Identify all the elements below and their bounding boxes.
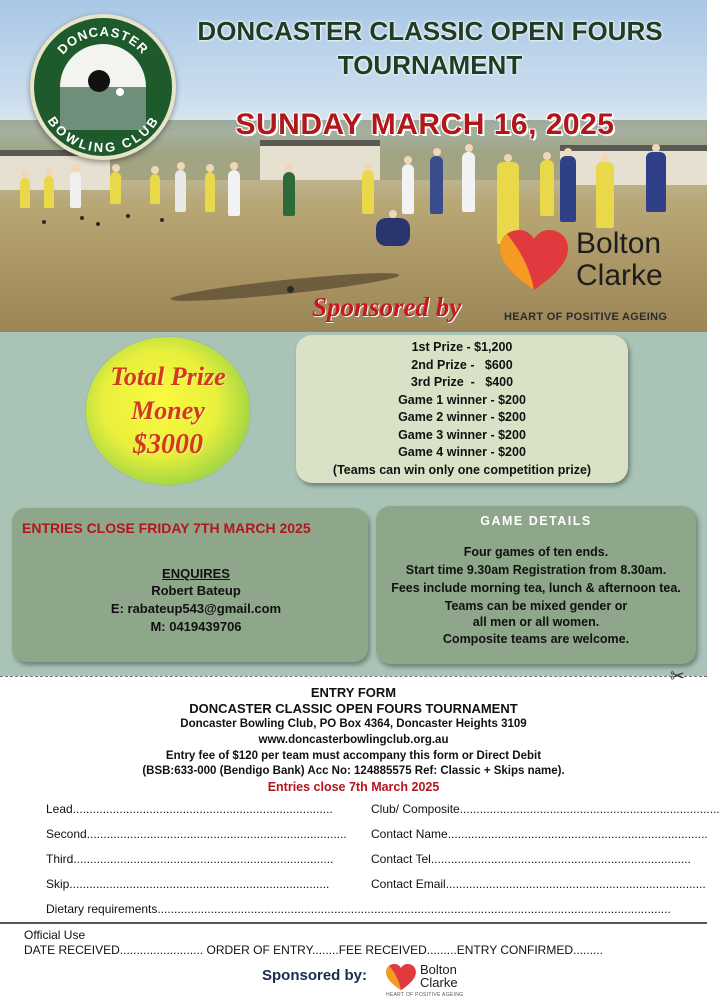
player-figure xyxy=(228,170,240,216)
prize-item: Game 2 winner - $200 xyxy=(398,410,526,424)
player-figure xyxy=(646,152,666,212)
game-detail-line: all men or all women. xyxy=(472,615,600,629)
sponsor-name-line2: Clarke xyxy=(576,259,663,292)
footer-sponsor-name xyxy=(420,963,458,989)
prize-badge-line1: Total Prize xyxy=(110,362,226,391)
event-title-line1: DONCASTER CLASSIC OPEN FOURS xyxy=(197,16,663,46)
lead-label: Lead xyxy=(46,802,73,816)
player-figure xyxy=(462,152,475,212)
footer-sponsor-line2: Clarke xyxy=(420,975,458,990)
player-figure xyxy=(540,160,554,216)
svg-text:BOWLING CLUB xyxy=(45,114,162,156)
contact-tel-field[interactable]: Contact Tel.............................................................................. xyxy=(371,852,691,866)
contact-email-field[interactable]: Contact Email.............................................................................. xyxy=(371,877,706,891)
third-field[interactable]: Third.............................................................................. xyxy=(46,852,334,866)
event-date: SUNDAY MARCH 16, 2025 xyxy=(235,108,615,141)
entry-form-event: DONCASTER CLASSIC OPEN FOURS TOURNAMENT xyxy=(189,701,518,716)
contact-email: E: rabateup543@gmail.com xyxy=(110,601,282,616)
contact-email-label: Contact Email xyxy=(371,877,446,891)
player-figure xyxy=(20,178,30,208)
game-detail-line: Four games of ten ends. xyxy=(463,545,609,559)
entry-form-heading: ENTRY FORM xyxy=(310,685,397,700)
club-logo-top-text: DONCASTER xyxy=(54,23,152,58)
prize-item: Game 3 winner - $200 xyxy=(398,427,526,442)
game-detail-line: Composite teams are welcome. xyxy=(442,632,630,646)
contact-name-field[interactable]: Contact Name.............................................................................. xyxy=(371,827,708,841)
club-logo-bottom-text: BOWLING CLUB xyxy=(44,113,162,156)
second-label: Second xyxy=(46,827,87,841)
prize-item: 2nd Prize - $600 xyxy=(411,357,513,372)
third-label: Third xyxy=(46,852,74,866)
prize-item: Game 4 winner - $200 xyxy=(398,445,526,459)
contact-mobile: M: 0419439706 xyxy=(150,619,242,634)
skip-field[interactable]: Skip.............................................................................. xyxy=(46,877,330,891)
contact-name: Robert Bateup xyxy=(151,583,241,598)
player-figure xyxy=(44,176,54,208)
sponsor-heart-icon xyxy=(500,230,568,294)
contact-tel-label: Contact Tel xyxy=(371,852,431,866)
prize-item: 3rd Prize - $400 xyxy=(410,375,514,389)
player-figure xyxy=(70,172,81,208)
player-figure xyxy=(283,172,295,216)
sponsor-name-line1: Bolton xyxy=(576,227,662,260)
entry-form-fee: Entry fee of $120 per team must accompany this form or Direct Debit xyxy=(165,750,542,762)
prize-badge-amount: $3000 xyxy=(133,429,203,460)
entry-form-address: Doncaster Bowling Club, PO Box 4364, Doncaster Heights 3109 xyxy=(180,718,527,730)
sponsor-logo xyxy=(500,226,690,298)
enquiries-heading: ENQUIRES xyxy=(162,566,230,581)
second-field[interactable]: Second.............................................................................. xyxy=(46,827,347,841)
scissors-icon: ✂ xyxy=(670,666,686,686)
sponsored-by-heading: Sponsored by xyxy=(312,292,462,322)
lead-field[interactable]: Lead.............................................................................. xyxy=(46,802,333,816)
footer-heart-icon xyxy=(386,964,416,992)
sponsor-name xyxy=(576,228,663,292)
player-figure xyxy=(402,164,414,214)
event-title-line2: TOURNAMENT xyxy=(337,50,523,80)
entries-close-notice: ENTRIES CLOSE FRIDAY 7TH MARCH 2025 xyxy=(22,520,311,536)
footer-sponsor-logo xyxy=(386,962,496,996)
player-figure xyxy=(175,170,186,212)
player-figure xyxy=(430,156,443,214)
footer-sponsor-line1: Bolton xyxy=(420,962,457,977)
skip-label: Skip xyxy=(46,877,70,891)
game-detail-line: Fees include morning tea, lunch & afternoon tea. xyxy=(391,581,681,595)
club-logo-text xyxy=(34,18,172,156)
game-detail-line: Start time 9.30am Registration from 8.30am. xyxy=(405,563,667,577)
prize-badge-line2: Money xyxy=(131,396,205,425)
game-details-heading: GAME DETAILS xyxy=(480,514,592,528)
club-composite-field[interactable]: Club/ Composite.............................................................................. xyxy=(371,802,720,816)
entry-form-bank-details: (BSB:633-000 (Bendigo Bank) Acc No: 124885575 Ref: Classic + Skips name). xyxy=(142,765,565,777)
official-use-divider xyxy=(0,922,707,924)
game-detail-line: Teams can be mixed gender or xyxy=(444,599,628,613)
player-figure xyxy=(362,170,374,214)
svg-text:DONCASTER xyxy=(54,24,151,57)
player-figure xyxy=(205,172,215,212)
prize-item: Game 1 winner - $200 xyxy=(398,392,526,407)
dietary-label: Dietary requirements xyxy=(46,902,158,916)
player-figure xyxy=(110,172,121,204)
player-figure xyxy=(150,174,160,204)
footer-sponsor-tagline: HEART OF POSITIVE AGEING xyxy=(386,992,464,998)
prize-item: 1st Prize - $1,200 xyxy=(411,340,513,354)
player-figure xyxy=(596,162,614,228)
cut-line xyxy=(0,676,707,677)
bowler-figure xyxy=(376,218,410,246)
prize-note: (Teams can win only one competition prize) xyxy=(332,462,592,477)
contact-name-label: Contact Name xyxy=(371,827,448,841)
footer-sponsored-by: Sponsored by: xyxy=(262,967,368,984)
prize-badge-text xyxy=(86,360,250,462)
official-use-heading: Official Use xyxy=(24,928,86,942)
event-title xyxy=(160,14,700,82)
dietary-field[interactable]: Dietary requirements.......................................................................................................................................................... xyxy=(46,902,671,916)
prize-list xyxy=(296,335,628,483)
shelter-building xyxy=(560,145,707,185)
sponsor-tagline: HEART OF POSITIVE AGEING xyxy=(504,311,668,323)
player-figure xyxy=(560,156,576,222)
entry-form-website: www.doncasterbowlingclub.org.au xyxy=(258,734,449,746)
club-logo xyxy=(30,14,176,160)
entry-form-close-date: Entries close 7th March 2025 xyxy=(267,780,440,794)
club-composite-label: Club/ Composite xyxy=(371,802,460,816)
official-use-fields: DATE RECEIVED......................... ORDER OF ENTRY........FEE RECEIVED.........ENTRY CONFIRMED......... xyxy=(24,943,603,957)
